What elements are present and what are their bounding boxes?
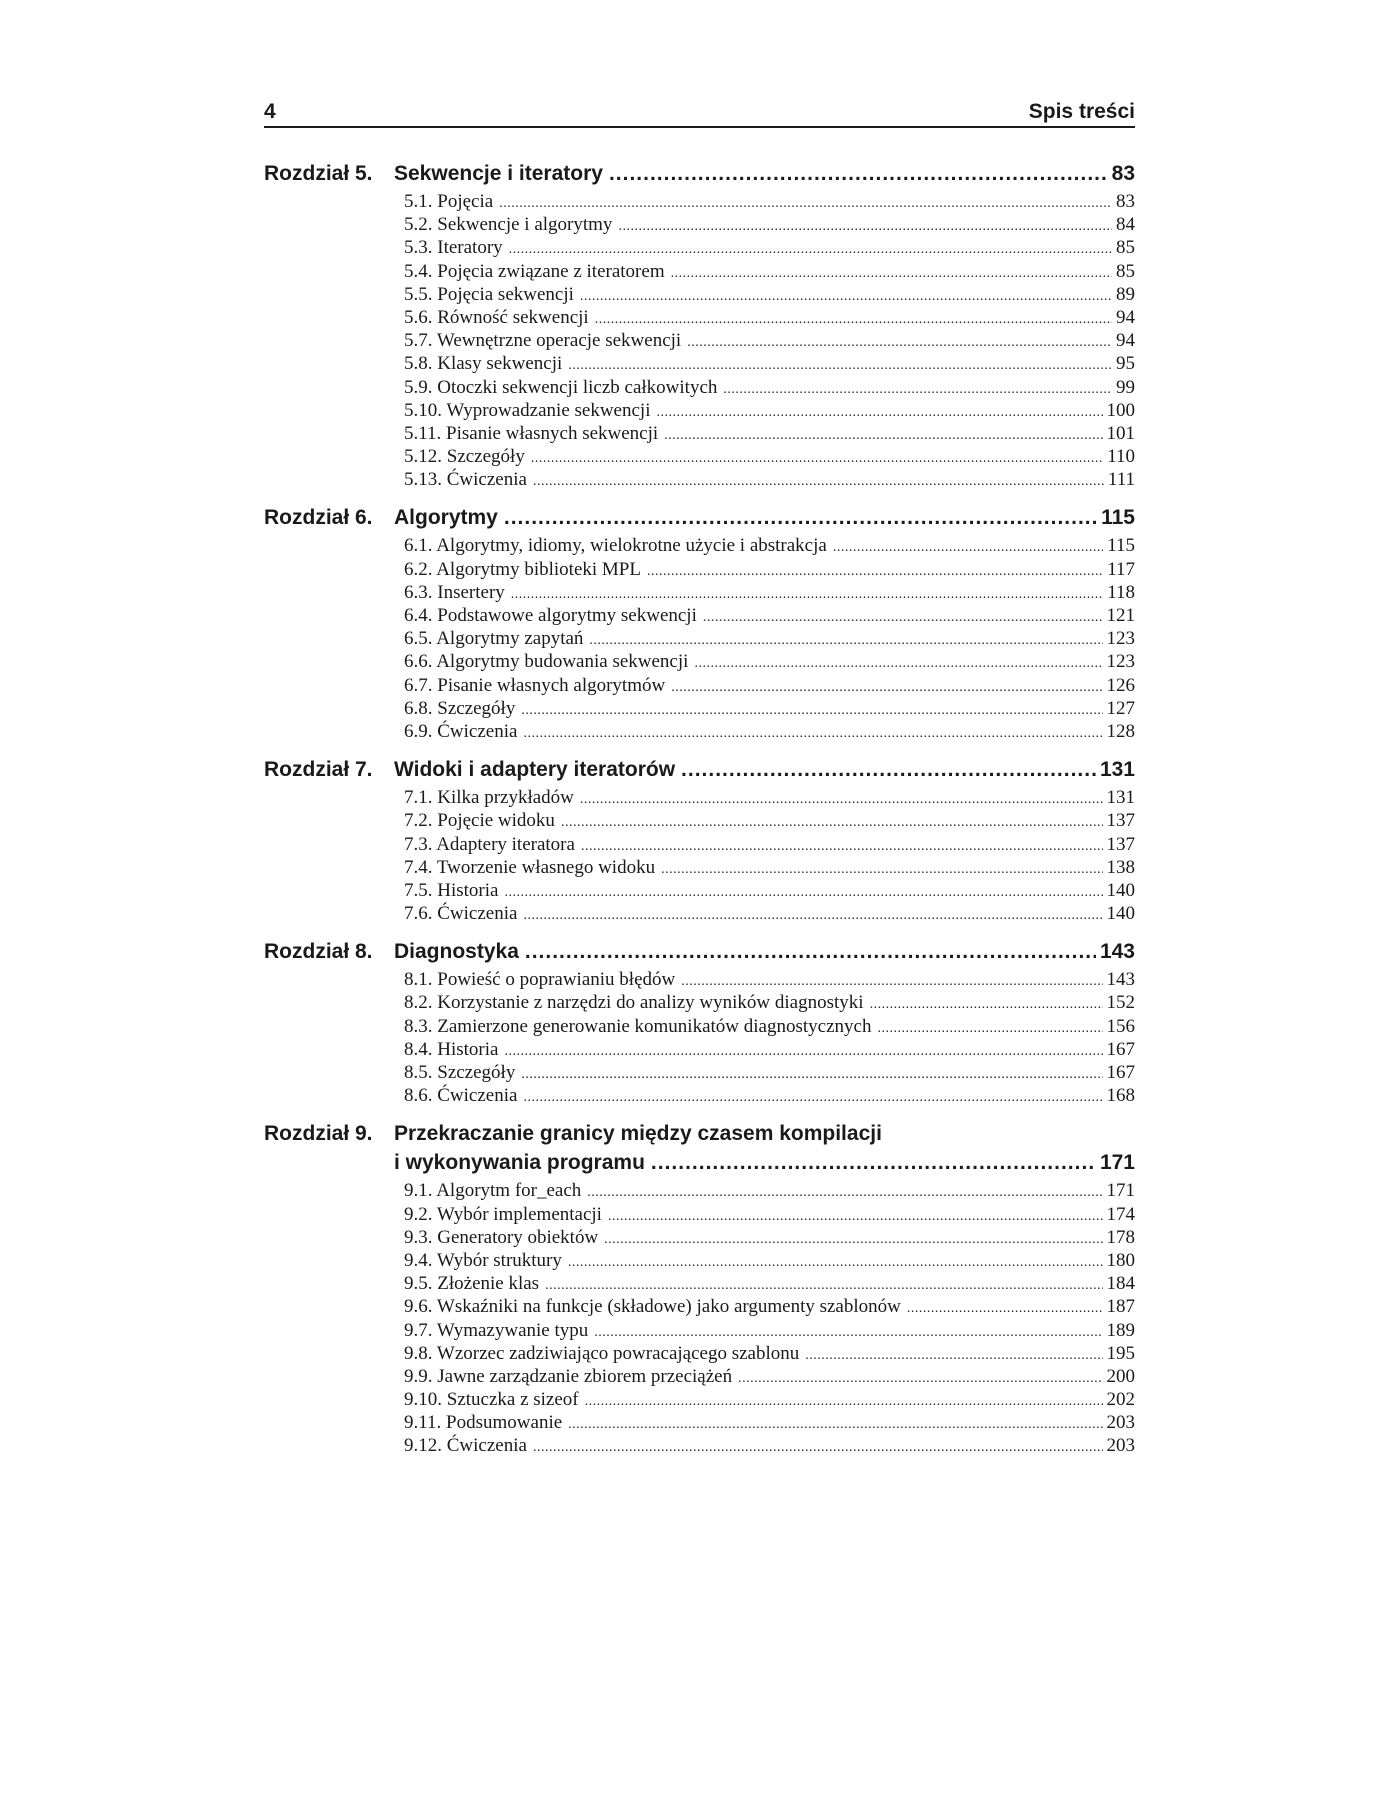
entry-title: 5.12. Szczegóły [404,446,525,468]
chapter-page: 115 [1101,506,1135,530]
dot-leader [504,1044,1102,1060]
dot-leader [687,335,1112,351]
chapter-heading[interactable] [264,162,1135,191]
entry-title: 5.11. Pisanie własnych sekwencji [404,422,659,444]
entry-page: 137 [1106,810,1135,832]
dot-leader [523,1090,1102,1106]
entry-page: 184 [1106,1273,1135,1295]
entry-page: 143 [1106,969,1135,991]
dot-leader [533,1440,1103,1456]
entry-title: 9.1. Algorytm for_each [404,1180,582,1202]
entry-title: 7.2. Pojęcie widoku [404,810,555,832]
entry-page: 178 [1106,1226,1135,1248]
entry-page: 168 [1106,1085,1135,1107]
toc-entry[interactable] [404,423,1135,446]
entry-page: 203 [1106,1435,1135,1457]
toc-entry[interactable] [404,857,1135,880]
entry-title: 6.4. Podstawowe algorytmy sekwencji [404,605,697,626]
chapter-label: Rozdział 8. [264,940,373,964]
dot-leader [509,242,1112,258]
dot-leader [608,1209,1103,1225]
dot-leader [580,792,1103,808]
entry-title: 6.2. Algorytmy biblioteki MPL [404,558,641,580]
toc-entry[interactable] [404,834,1135,857]
toc-entry[interactable] [404,559,1135,582]
dot-leader [533,474,1104,490]
chapter-label: Rozdział 5. [264,162,373,185]
entry-title: 9.4. Wybór struktury [404,1249,562,1271]
toc-entry[interactable] [404,261,1135,284]
entry-title: 6.9. Ćwiczenia [404,720,518,742]
dot-leader [870,997,1103,1013]
entry-page: 138 [1106,856,1135,878]
dot-leader [907,1301,1103,1317]
entry-title: 7.3. Adaptery iteratora [404,833,575,855]
entry-title: 8.6. Ćwiczenia [404,1085,518,1107]
chapter-page: 171 [1099,1151,1135,1175]
toc-entry[interactable] [404,237,1135,260]
toc-entry[interactable] [404,1343,1135,1366]
toc-entry[interactable] [404,353,1135,376]
entry-title: 6.1. Algorytmy, idiomy, wielokrotne użycie i abstrakcja [404,535,827,557]
entry-title: 6.6. Algorytmy budowania sekwencji [404,651,689,673]
chapter-6 [264,506,1135,744]
entry-title: 5.7. Wewnętrzne operacje sekwencji [404,330,682,352]
entry-title: 5.2. Sekwencje i algorytmy [404,214,613,236]
entry-title: 5.5. Pojęcia sekwencji [404,283,574,305]
dot-leader [703,610,1103,626]
entry-title: 9.11. Podsumowanie [404,1412,563,1434]
entry-page: 131 [1106,787,1135,809]
dot-leader [647,564,1103,580]
entry-page: 100 [1106,399,1135,421]
entry-title: 9.7. Wymazywanie typu [404,1319,589,1341]
dot-leader [805,1348,1102,1364]
entry-page: 140 [1106,879,1135,901]
dot-leader [877,1021,1102,1037]
entry-title: 7.4. Tworzenie własnego widoku [404,856,656,878]
dot-leader [568,358,1112,374]
dot-leader [580,289,1112,305]
chapter-title: Algorytmy [394,506,498,530]
entry-title: 5.10. Wyprowadzanie sekwencji [404,399,651,421]
dot-leader [504,506,1097,530]
toc-entry[interactable] [404,377,1135,400]
dot-leader [504,885,1102,901]
entry-page: 121 [1106,605,1135,626]
dot-leader [568,1417,1102,1433]
entry-title: 9.12. Ćwiczenia [404,1435,527,1457]
chapter-page: 83 [1111,162,1135,185]
dot-leader [651,1151,1096,1175]
dot-leader [671,266,1112,282]
entry-page: 118 [1107,581,1135,603]
toc-entry[interactable] [404,469,1135,492]
entry-page: 115 [1107,535,1135,557]
toc-entry[interactable] [404,1085,1135,1108]
entry-page: 101 [1106,422,1135,444]
entry-page: 123 [1106,628,1135,650]
running-title: Spis treści [1028,100,1135,123]
dot-leader [664,428,1102,444]
toc-entry[interactable] [404,1389,1135,1412]
entry-page: 99 [1116,376,1135,398]
dot-leader [681,758,1096,782]
chapter-label: Rozdział 6. [264,506,373,530]
entry-page: 85 [1116,260,1135,282]
chapter-label: Rozdział 9. [264,1122,373,1146]
toc-entry[interactable] [404,698,1135,721]
toc-entry[interactable] [404,214,1135,237]
toc-entry[interactable] [404,605,1135,628]
dot-leader [561,815,1103,831]
chapter-7 [264,758,1135,926]
dot-leader [523,908,1102,924]
dot-leader [661,862,1102,878]
entry-page: 180 [1106,1249,1135,1271]
entry-page: 85 [1116,237,1135,259]
entry-page: 174 [1106,1203,1135,1225]
chapter-title: i wykonywania programu [394,1151,645,1175]
dot-leader [499,196,1112,212]
toc-entry[interactable] [404,535,1135,558]
toc-entry[interactable] [404,721,1135,744]
entry-title: 6.8. Szczegóły [404,697,516,719]
dot-leader [609,162,1108,186]
entry-page: 156 [1106,1015,1135,1037]
chapter-9 [264,1122,1135,1458]
entry-title: 5.1. Pojęcia [404,191,494,212]
entry-title: 6.7. Pisanie własnych algorytmów [404,674,666,696]
toc-entry[interactable] [404,284,1135,307]
entry-page: 127 [1106,697,1135,719]
dot-leader [694,656,1102,672]
entry-page: 94 [1116,330,1135,352]
toc-entry[interactable] [404,880,1135,903]
entry-page: 202 [1106,1389,1135,1411]
entry-page: 126 [1106,674,1135,696]
toc-entry[interactable] [404,1227,1135,1250]
entry-title: 5.13. Ćwiczenia [404,469,527,491]
entry-page: 83 [1116,191,1135,212]
toc-entry[interactable] [404,1062,1135,1085]
entry-page: 189 [1106,1319,1135,1341]
entry-page: 94 [1116,306,1135,328]
toc-entry[interactable] [404,969,1135,992]
toc-entry[interactable] [404,1435,1135,1458]
chapter-heading[interactable] [264,506,1135,535]
entry-page: 84 [1116,214,1135,236]
toc-entry[interactable] [404,1204,1135,1227]
toc-entry[interactable] [404,787,1135,810]
toc-entry[interactable] [404,651,1135,674]
entry-title: 7.5. Historia [404,879,499,901]
toc-entry[interactable] [404,191,1135,214]
chapter-heading[interactable] [264,1122,1135,1180]
toc-entry[interactable] [404,903,1135,926]
entry-page: 152 [1106,992,1135,1014]
entry-page: 195 [1106,1342,1135,1364]
entry-title: 8.3. Zamierzone generowanie komunikatów diagnostycznych [404,1015,872,1037]
toc-entry[interactable] [404,1296,1135,1319]
page-header [264,96,1135,128]
entry-title: 9.3. Generatory obiektów [404,1226,599,1248]
chapter-heading[interactable] [264,758,1135,787]
entry-title: 9.6. Wskaźniki na funkcje (składowe) jako argumenty szablonów [404,1296,901,1318]
entry-title: 9.8. Wzorzec zadziwiająco powracającego szablonu [404,1342,800,1364]
entry-page: 111 [1107,469,1135,491]
toc-entry[interactable] [404,1180,1135,1203]
toc-entry[interactable] [404,992,1135,1015]
entry-page: 117 [1107,558,1135,580]
entry-title: 8.2. Korzystanie z narzędzi do analizy wyników diagnostyki [404,992,864,1014]
dot-leader [581,839,1103,855]
entry-page: 140 [1106,903,1135,925]
toc-entry[interactable] [404,628,1135,651]
entry-title: 5.4. Pojęcia związane z iteratorem [404,260,665,282]
chapter-5 [264,162,1135,492]
dot-leader [595,312,1112,328]
chapter-page: 131 [1099,758,1135,782]
entry-title: 6.3. Insertery [404,581,505,603]
chapter-8 [264,940,1135,1108]
dot-leader [511,587,1103,603]
entry-page: 167 [1106,1038,1135,1060]
entry-page: 187 [1106,1296,1135,1318]
entry-title: 8.4. Historia [404,1038,499,1060]
entry-page: 171 [1106,1180,1135,1202]
toc-entry[interactable] [404,307,1135,330]
dot-leader [618,219,1112,235]
table-of-contents [264,162,1135,1459]
entry-page: 137 [1106,833,1135,855]
dot-leader [545,1278,1102,1294]
toc-entry[interactable] [404,675,1135,698]
entry-page: 89 [1116,283,1135,305]
chapter-page: 143 [1099,940,1135,964]
entry-title: 9.9. Jawne zarządzanie zbiorem przeciążeń [404,1365,733,1387]
toc-entry[interactable] [404,582,1135,605]
entry-title: 8.5. Szczegóły [404,1062,516,1083]
entry-page: 110 [1107,446,1135,468]
document-page [264,96,1135,1473]
toc-entry[interactable] [404,1366,1135,1389]
entry-page: 95 [1116,353,1135,375]
dot-leader [833,540,1103,556]
entry-title: 8.1. Powieść o poprawianiu błędów [404,969,676,991]
chapter-title: Diagnostyka [394,940,519,964]
toc-entry[interactable] [404,1250,1135,1273]
toc-entry[interactable] [404,1320,1135,1343]
dot-leader [568,1255,1103,1271]
toc-entry[interactable] [404,810,1135,833]
entry-title: 5.8. Klasy sekwencji [404,353,563,375]
chapter-heading[interactable] [264,940,1135,969]
chapter-label: Rozdział 7. [264,758,373,782]
dot-leader [604,1232,1102,1248]
dot-leader [589,633,1102,649]
dot-leader [587,1185,1102,1201]
toc-entry[interactable] [404,1412,1135,1435]
dot-leader [738,1371,1102,1387]
entry-title: 7.6. Ćwiczenia [404,903,518,925]
toc-entry[interactable] [404,330,1135,353]
dot-leader [681,974,1102,990]
dot-leader [656,405,1102,421]
toc-entry[interactable] [404,1016,1135,1039]
dot-leader [671,680,1102,696]
entry-title: 5.9. Otoczki sekwencji liczb całkowitych [404,376,718,398]
entry-title: 5.3. Iteratory [404,237,503,259]
entry-title: 5.6. Równość sekwencji [404,306,589,328]
toc-entry[interactable] [404,1273,1135,1296]
dot-leader [525,940,1096,964]
dot-leader [523,726,1102,742]
entry-page: 167 [1106,1062,1135,1083]
toc-entry[interactable] [404,400,1135,423]
entry-title: 9.5. Złożenie klas [404,1273,540,1295]
toc-entry[interactable] [404,446,1135,469]
chapter-title-line1: Przekraczanie granicy między czasem kompilacji [394,1122,882,1146]
chapter-title: Widoki i adaptery iteratorów [394,758,676,782]
entry-title: 9.10. Sztuczka z sizeof [404,1389,579,1411]
entry-page: 123 [1106,651,1135,673]
entry-page: 200 [1106,1365,1135,1387]
dot-leader [521,703,1102,719]
entry-title: 9.2. Wybór implementacji [404,1203,602,1225]
dot-leader [723,382,1112,398]
toc-entry[interactable] [404,1039,1135,1062]
dot-leader [531,451,1103,467]
chapter-title: Sekwencje i iteratory [394,162,603,185]
entry-page: 128 [1106,720,1135,742]
dot-leader [521,1067,1102,1083]
page-number: 4 [264,100,276,123]
entry-title: 7.1. Kilka przykładów [404,787,574,809]
dot-leader [585,1394,1103,1410]
entry-title: 6.5. Algorytmy zapytań [404,628,584,650]
dot-leader [594,1325,1102,1341]
entry-page: 203 [1106,1412,1135,1434]
